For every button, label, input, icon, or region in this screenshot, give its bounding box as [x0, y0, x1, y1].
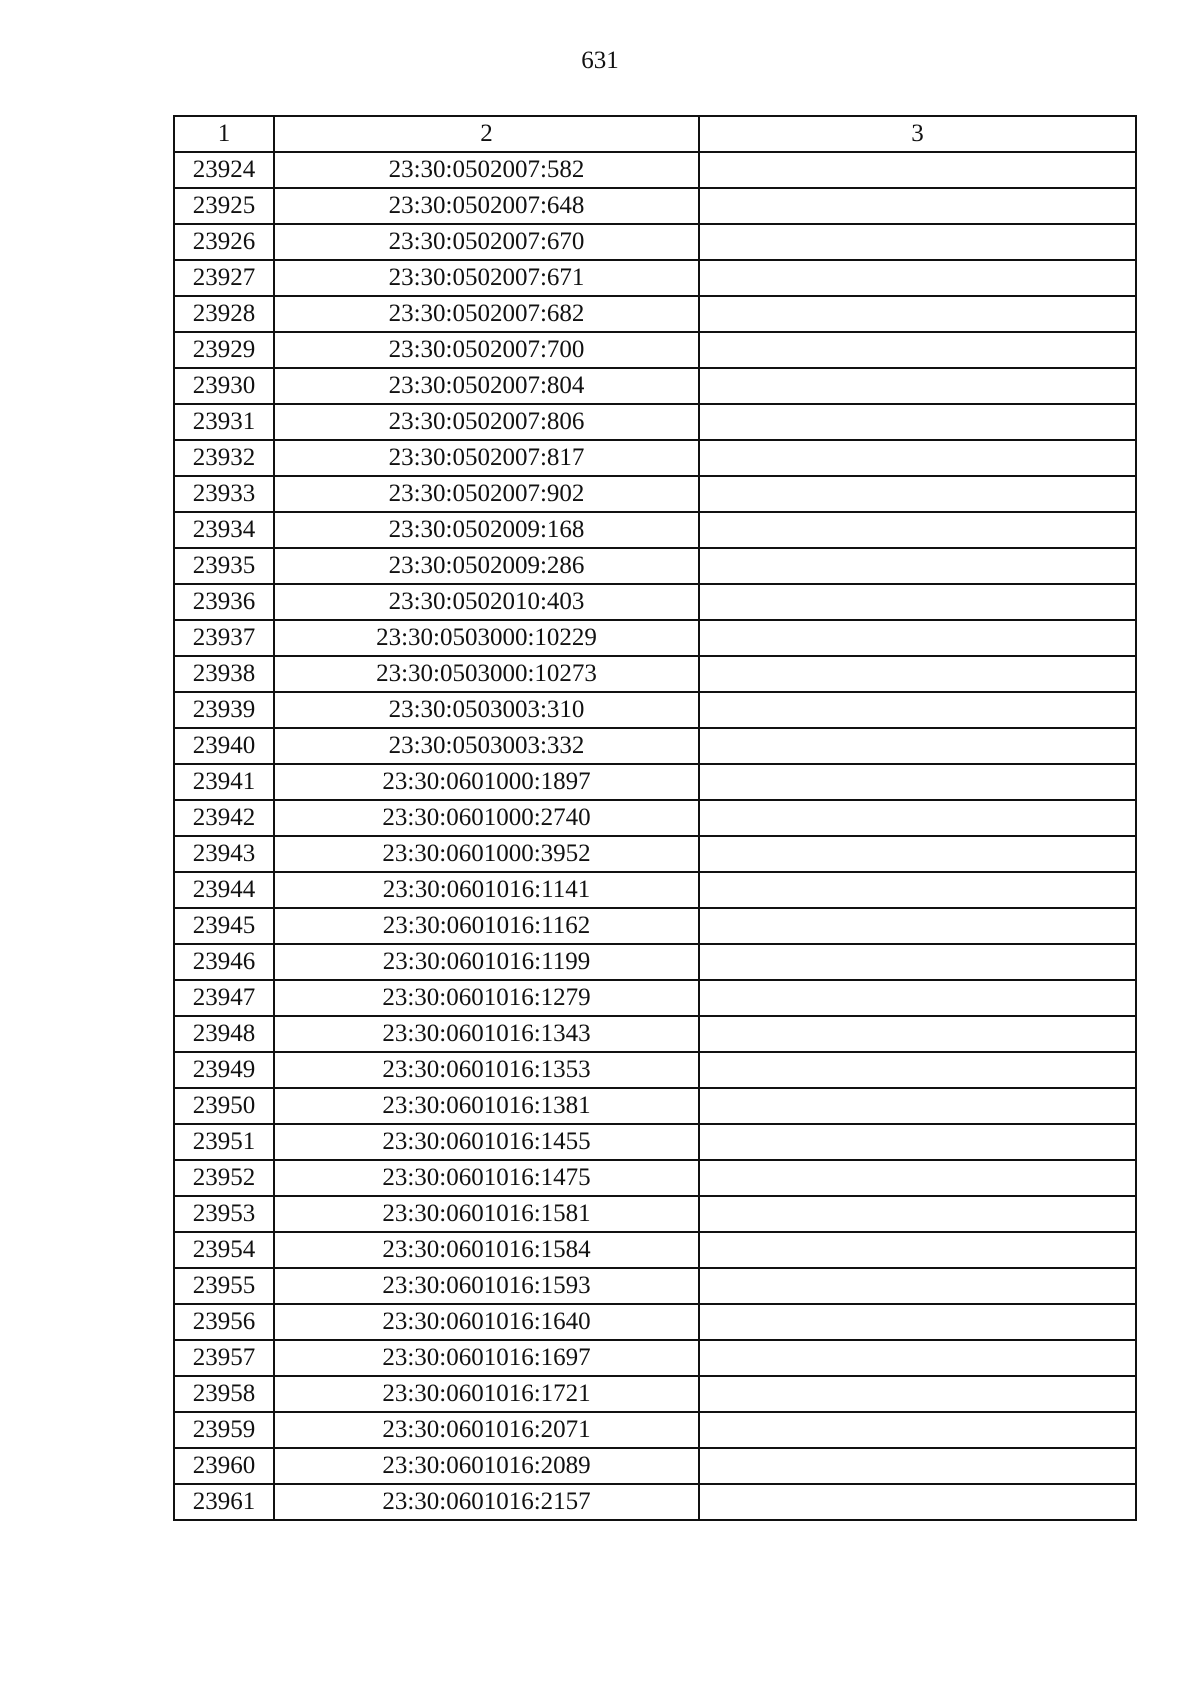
cadastral-number-cell: 23:30:0601016:1353	[274, 1052, 699, 1088]
row-number-cell: 23937	[174, 620, 274, 656]
row-number-cell: 23955	[174, 1268, 274, 1304]
cadastral-number-cell: 23:30:0601000:3952	[274, 836, 699, 872]
cadastral-number-cell: 23:30:0502007:817	[274, 440, 699, 476]
table-row	[174, 1484, 1136, 1520]
cadastral-number-cell: 23:30:0502007:671	[274, 260, 699, 296]
cadastral-number-cell: 23:30:0601016:1581	[274, 1196, 699, 1232]
row-number-cell: 23927	[174, 260, 274, 296]
cadastral-number-cell: 23:30:0502007:582	[274, 152, 699, 188]
cadastral-number-cell: 23:30:0502007:648	[274, 188, 699, 224]
row-number-cell: 23953	[174, 1196, 274, 1232]
column-3-cell	[699, 1196, 1136, 1232]
table-row	[174, 224, 1136, 260]
table-row	[174, 692, 1136, 728]
column-3-cell	[699, 1160, 1136, 1196]
cadastral-number-cell: 23:30:0502007:806	[274, 404, 699, 440]
table-row	[174, 548, 1136, 584]
table-row	[174, 944, 1136, 980]
cadastral-number-cell: 23:30:0601016:1199	[274, 944, 699, 980]
row-number-cell: 23933	[174, 476, 274, 512]
row-number-cell: 23931	[174, 404, 274, 440]
column-3-cell	[699, 368, 1136, 404]
column-header-3: 3	[699, 116, 1136, 152]
cadastral-number-cell: 23:30:0601016:1381	[274, 1088, 699, 1124]
cadastral-number-cell: 23:30:0601016:1279	[274, 980, 699, 1016]
row-number-cell: 23924	[174, 152, 274, 188]
column-3-cell	[699, 872, 1136, 908]
column-3-cell	[699, 440, 1136, 476]
table-row	[174, 836, 1136, 872]
column-3-cell	[699, 476, 1136, 512]
table-row	[174, 1052, 1136, 1088]
column-3-cell	[699, 1016, 1136, 1052]
column-3-cell	[699, 548, 1136, 584]
row-number-cell: 23929	[174, 332, 274, 368]
row-number-cell: 23943	[174, 836, 274, 872]
table-row	[174, 584, 1136, 620]
cadastral-number-cell: 23:30:0601016:1697	[274, 1340, 699, 1376]
row-number-cell: 23949	[174, 1052, 274, 1088]
cadastral-number-cell: 23:30:0502007:804	[274, 368, 699, 404]
row-number-cell: 23932	[174, 440, 274, 476]
column-3-cell	[699, 224, 1136, 260]
row-number-cell: 23940	[174, 728, 274, 764]
table-row	[174, 1376, 1136, 1412]
table-row	[174, 1196, 1136, 1232]
table-row	[174, 296, 1136, 332]
column-3-cell	[699, 1448, 1136, 1484]
row-number-cell: 23945	[174, 908, 274, 944]
table-row	[174, 1268, 1136, 1304]
table-row	[174, 656, 1136, 692]
row-number-cell: 23935	[174, 548, 274, 584]
row-number-cell: 23939	[174, 692, 274, 728]
table-row	[174, 1016, 1136, 1052]
row-number-cell: 23936	[174, 584, 274, 620]
column-3-cell	[699, 1088, 1136, 1124]
table-row	[174, 1160, 1136, 1196]
cadastral-number-cell: 23:30:0503003:332	[274, 728, 699, 764]
table-row	[174, 908, 1136, 944]
cadastral-table	[173, 115, 1137, 1521]
column-3-cell	[699, 1124, 1136, 1160]
table-row	[174, 260, 1136, 296]
column-3-cell	[699, 1340, 1136, 1376]
row-number-cell: 23961	[174, 1484, 274, 1520]
cadastral-number-cell: 23:30:0503000:10229	[274, 620, 699, 656]
table-row	[174, 332, 1136, 368]
cadastral-number-cell: 23:30:0502009:286	[274, 548, 699, 584]
column-3-cell	[699, 1376, 1136, 1412]
cadastral-number-cell: 23:30:0601016:1162	[274, 908, 699, 944]
cadastral-number-cell: 23:30:0502007:700	[274, 332, 699, 368]
column-3-cell	[699, 188, 1136, 224]
table-row	[174, 512, 1136, 548]
column-3-cell	[699, 1304, 1136, 1340]
table-body	[174, 152, 1136, 1520]
column-3-cell	[699, 944, 1136, 980]
cadastral-number-cell: 23:30:0601016:2157	[274, 1484, 699, 1520]
column-3-cell	[699, 764, 1136, 800]
table-row	[174, 1232, 1136, 1268]
table-row	[174, 440, 1136, 476]
row-number-cell: 23956	[174, 1304, 274, 1340]
column-3-cell	[699, 512, 1136, 548]
row-number-cell: 23948	[174, 1016, 274, 1052]
cadastral-number-cell: 23:30:0601016:1141	[274, 872, 699, 908]
column-3-cell	[699, 620, 1136, 656]
row-number-cell: 23930	[174, 368, 274, 404]
cadastral-number-cell: 23:30:0503000:10273	[274, 656, 699, 692]
column-3-cell	[699, 836, 1136, 872]
cadastral-number-cell: 23:30:0502007:670	[274, 224, 699, 260]
column-header-2: 2	[274, 116, 699, 152]
column-3-cell	[699, 656, 1136, 692]
row-number-cell: 23942	[174, 800, 274, 836]
column-3-cell	[699, 404, 1136, 440]
column-3-cell	[699, 980, 1136, 1016]
column-3-cell	[699, 800, 1136, 836]
cadastral-number-cell: 23:30:0502007:902	[274, 476, 699, 512]
column-3-cell	[699, 1484, 1136, 1520]
column-3-cell	[699, 1052, 1136, 1088]
row-number-cell: 23960	[174, 1448, 274, 1484]
table-row	[174, 872, 1136, 908]
table-row	[174, 368, 1136, 404]
table-row	[174, 620, 1136, 656]
cadastral-number-cell: 23:30:0601000:2740	[274, 800, 699, 836]
cadastral-number-cell: 23:30:0601016:1455	[274, 1124, 699, 1160]
row-number-cell: 23934	[174, 512, 274, 548]
column-3-cell	[699, 692, 1136, 728]
cadastral-number-cell: 23:30:0601000:1897	[274, 764, 699, 800]
table-row	[174, 1088, 1136, 1124]
cadastral-number-cell: 23:30:0601016:1640	[274, 1304, 699, 1340]
row-number-cell: 23938	[174, 656, 274, 692]
row-number-cell: 23952	[174, 1160, 274, 1196]
column-3-cell	[699, 332, 1136, 368]
table-row	[174, 1412, 1136, 1448]
cadastral-number-cell: 23:30:0502010:403	[274, 584, 699, 620]
table-row	[174, 800, 1136, 836]
row-number-cell: 23958	[174, 1376, 274, 1412]
table-row	[174, 1340, 1136, 1376]
row-number-cell: 23928	[174, 296, 274, 332]
cadastral-number-cell: 23:30:0601016:1593	[274, 1268, 699, 1304]
cadastral-number-cell: 23:30:0601016:1721	[274, 1376, 699, 1412]
table-row	[174, 1448, 1136, 1484]
column-header-1: 1	[174, 116, 274, 152]
cadastral-number-cell: 23:30:0601016:1475	[274, 1160, 699, 1196]
row-number-cell: 23926	[174, 224, 274, 260]
column-3-cell	[699, 908, 1136, 944]
cadastral-number-cell: 23:30:0601016:1584	[274, 1232, 699, 1268]
table-row	[174, 476, 1136, 512]
row-number-cell: 23954	[174, 1232, 274, 1268]
column-3-cell	[699, 584, 1136, 620]
cadastral-number-cell: 23:30:0502007:682	[274, 296, 699, 332]
row-number-cell: 23957	[174, 1340, 274, 1376]
row-number-cell: 23951	[174, 1124, 274, 1160]
cadastral-number-cell: 23:30:0601016:1343	[274, 1016, 699, 1052]
table-row	[174, 152, 1136, 188]
column-3-cell	[699, 296, 1136, 332]
table-row	[174, 764, 1136, 800]
table-row	[174, 1304, 1136, 1340]
column-3-cell	[699, 1268, 1136, 1304]
table-row	[174, 1124, 1136, 1160]
cadastral-number-cell: 23:30:0503003:310	[274, 692, 699, 728]
row-number-cell: 23950	[174, 1088, 274, 1124]
row-number-cell: 23959	[174, 1412, 274, 1448]
table-row	[174, 188, 1136, 224]
row-number-cell: 23925	[174, 188, 274, 224]
page-number: 631	[581, 47, 619, 74]
row-number-cell: 23946	[174, 944, 274, 980]
cadastral-number-cell: 23:30:0601016:2089	[274, 1448, 699, 1484]
table-row	[174, 980, 1136, 1016]
cadastral-number-cell: 23:30:0601016:2071	[274, 1412, 699, 1448]
column-3-cell	[699, 152, 1136, 188]
row-number-cell: 23944	[174, 872, 274, 908]
table-header-row	[174, 116, 1136, 152]
column-3-cell	[699, 1232, 1136, 1268]
table-row	[174, 404, 1136, 440]
row-number-cell: 23947	[174, 980, 274, 1016]
column-3-cell	[699, 260, 1136, 296]
column-3-cell	[699, 1412, 1136, 1448]
cadastral-number-cell: 23:30:0502009:168	[274, 512, 699, 548]
column-3-cell	[699, 728, 1136, 764]
table-row	[174, 728, 1136, 764]
row-number-cell: 23941	[174, 764, 274, 800]
